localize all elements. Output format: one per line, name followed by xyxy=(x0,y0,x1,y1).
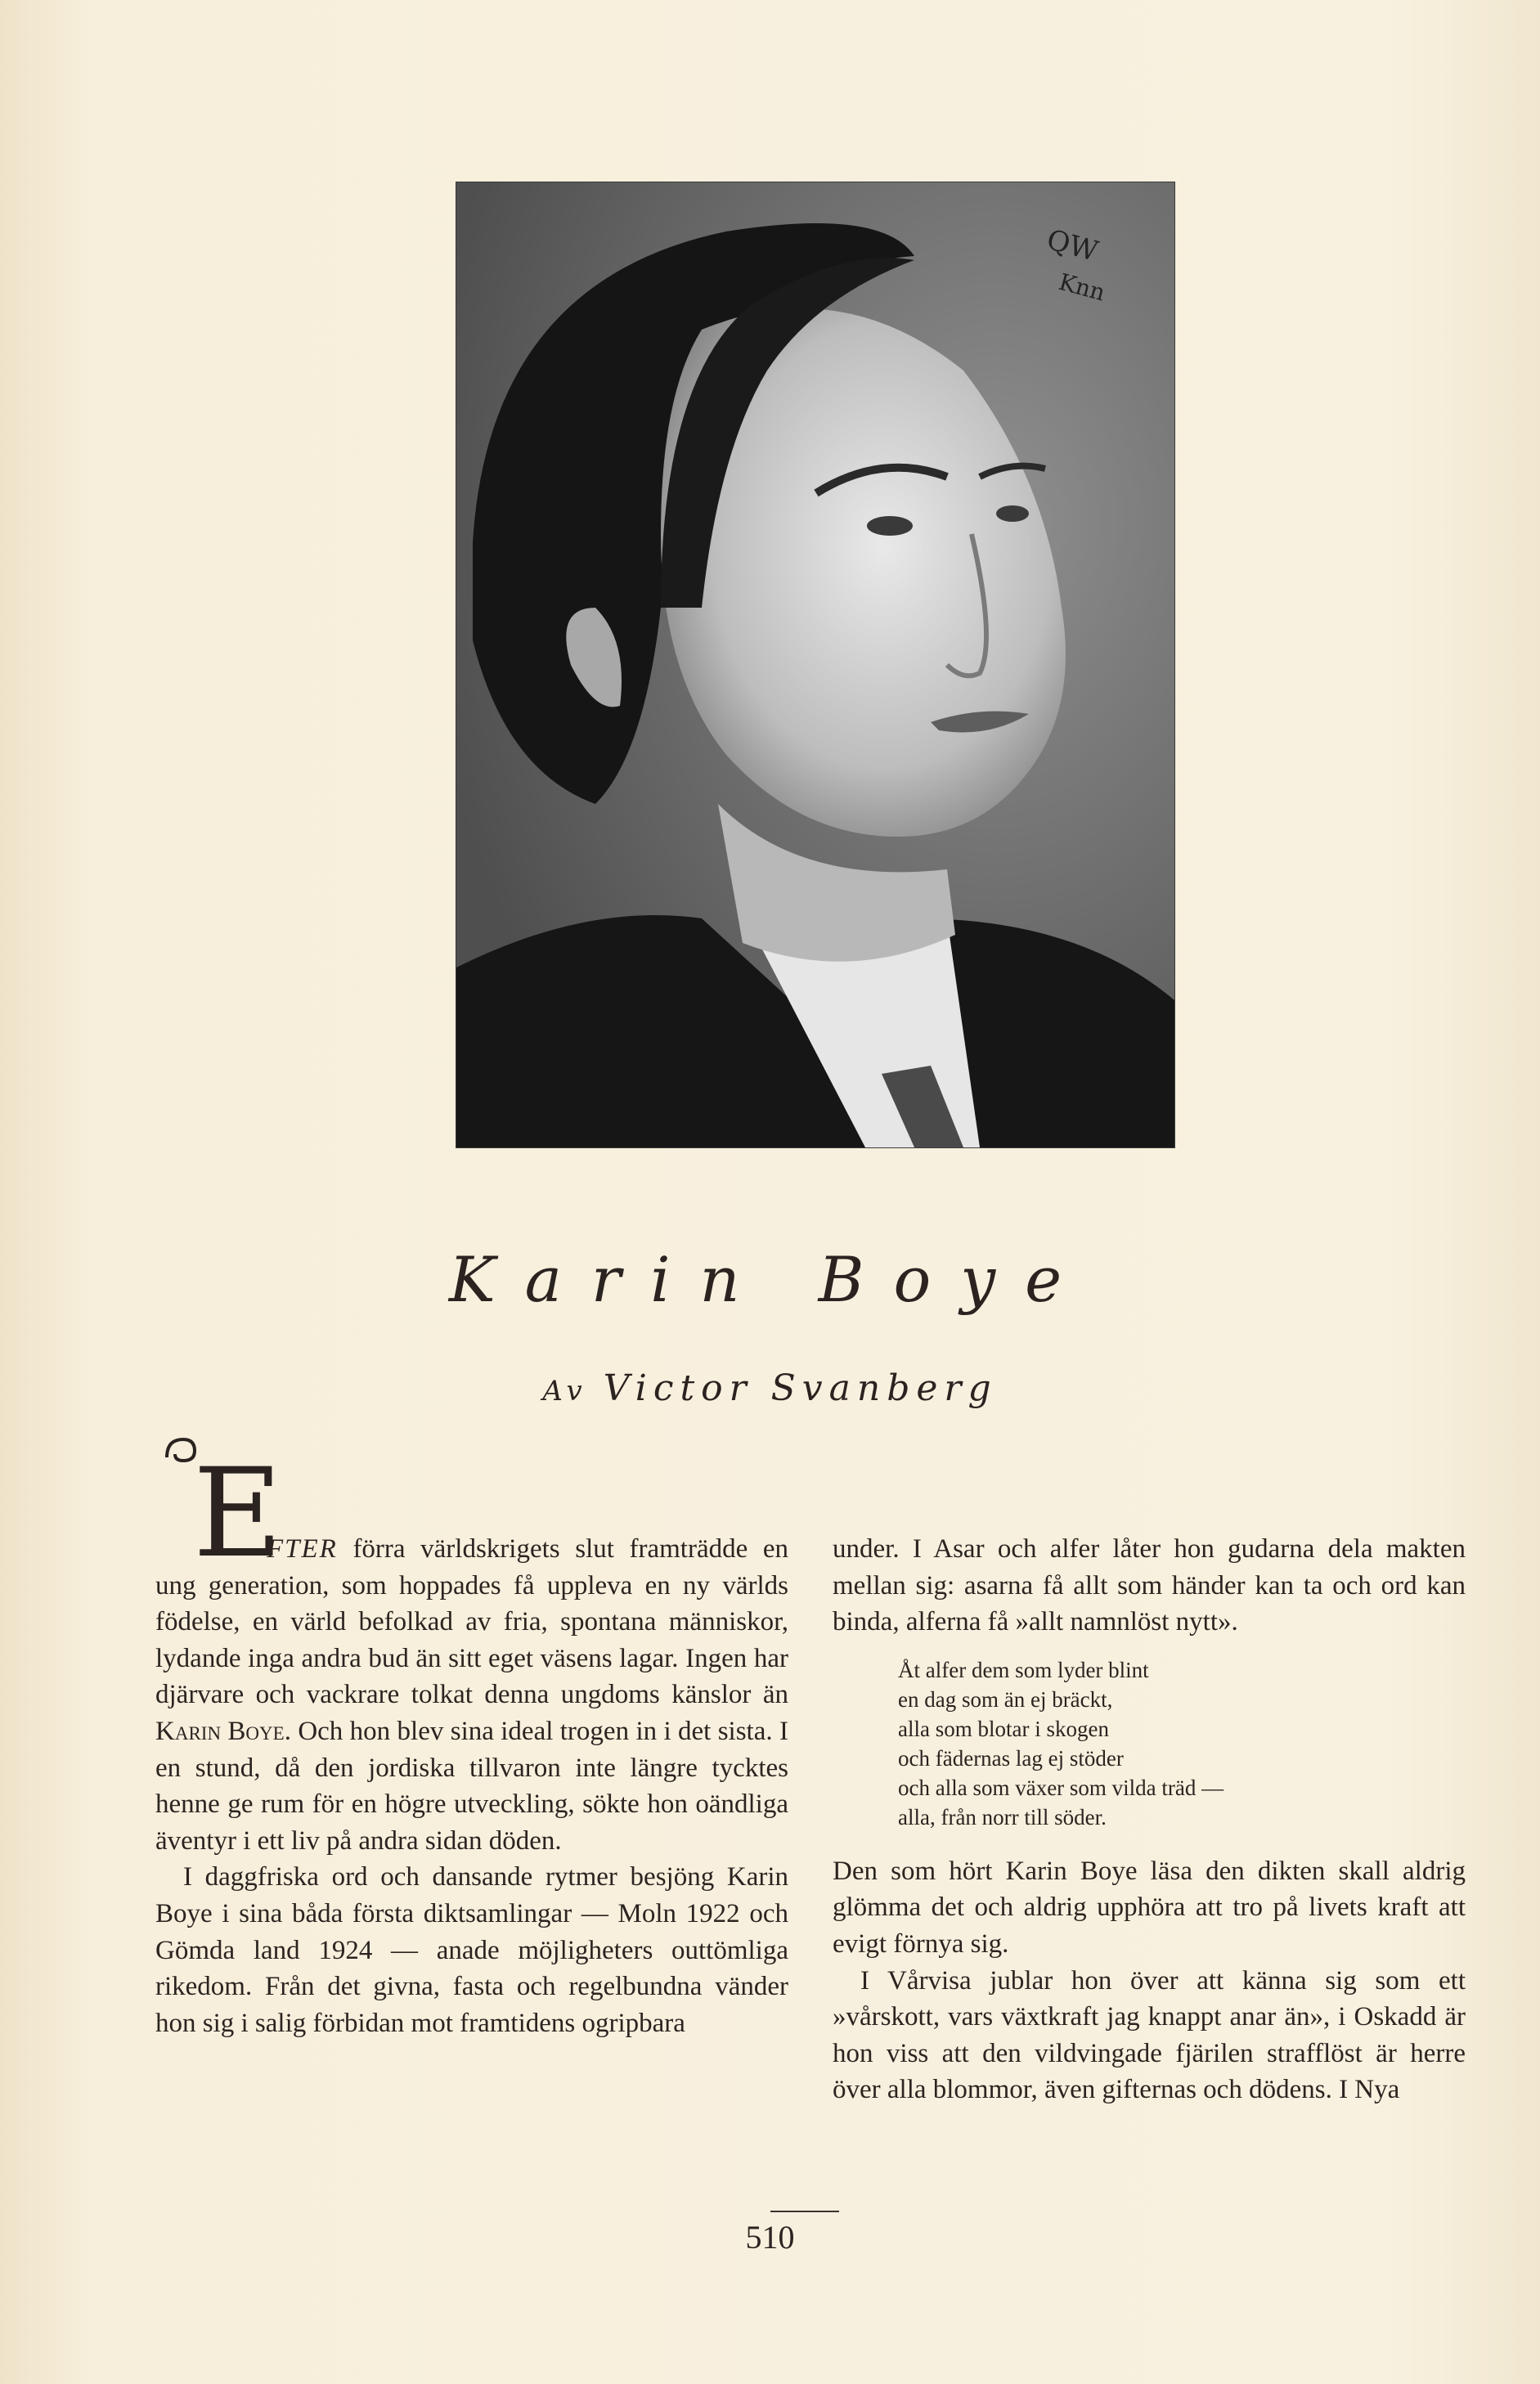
article-title: Karin Boye xyxy=(448,1243,1092,1316)
left-paragraph-2: I daggfriska ord och dansande rytmer besjöng Karin Boye i sina båda första diktsamlingar — Moln 1922 och Gömda land 1924 — anade möjligheters outtömliga rikedom. Från det givna, fasta och regelbundna vänder hon sig i salig förbidan mot framtidens ogripbara xyxy=(155,1862,788,2038)
right-paragraph-3: I Vårvisa jublar hon över att känna sig som ett »vårskott, vars växtkraft jag knappt anar än», i Oskadd är hon viss att den vildvingade fjärilen strafflöst är herre över alla blommor, även gifternas och dödens. I Nya xyxy=(833,1965,1466,2105)
poem-line: och fädernas lag ej stöder xyxy=(898,1745,1124,1771)
svg-text:QW: QW xyxy=(1043,223,1102,268)
poem-excerpt xyxy=(898,1655,1466,1832)
byline-prefix: Av xyxy=(542,1375,587,1408)
poem-line: alla som blotar i skogen xyxy=(898,1716,1109,1741)
opening-word: FTER xyxy=(267,1534,338,1564)
left-paragraph-1-end: . Och hon blev sina ideal trogen in i det sista. I en stund, då den jordiska tillvaron inte längre tycktes henne ge rum för en högre utveckling, sökte hon oändliga äventyr i ett liv på andra sidan döden. xyxy=(155,1716,788,1856)
poem-line: Åt alfer dem som lyder blint xyxy=(898,1657,1149,1682)
right-paragraph-2: Den som hört Karin Boye läsa den dikten skall aldrig glömma det och aldrig upphöra att tro på livets kraft att evigt förnya sig. xyxy=(833,1856,1466,1959)
left-paragraph-1 xyxy=(155,1531,788,1859)
byline-author: Victor Svanberg xyxy=(603,1367,998,1409)
article-byline xyxy=(0,1367,1540,1409)
poem-line: alla, från norr till söder. xyxy=(898,1804,1107,1830)
author-portrait-photo xyxy=(456,182,1175,1148)
left-text-column xyxy=(155,1531,788,2041)
svg-text:Knn: Knn xyxy=(1056,267,1108,307)
dropcap-letter: E xyxy=(193,1443,283,1585)
poem-line: en dag som än ej bräckt, xyxy=(898,1686,1113,1712)
left-paragraph-1-text: förra världskrigets slut framträdde en ung generation, som hoppades få uppleva en ny världs födelse, en värld befolkad av fria, spontana människor, lydande inga andra bud än sitt eget väsens lagar. Ingen har djärvare och vackrare tolkat denna ungdoms känslor än xyxy=(155,1534,788,1710)
poem-line: och alla som växer som vilda träd — xyxy=(898,1775,1224,1800)
right-text-column xyxy=(833,1531,1466,2108)
page-number: 510 xyxy=(745,2219,795,2256)
right-paragraph-1: under. I Asar och alfer låter hon gudarna dela makten mellan sig: asarna få allt som händer kan ta och ord kan binda, alferna få »allt namnlöst nytt». xyxy=(833,1534,1466,1637)
author-name-smallcaps: Karin Boye xyxy=(155,1716,285,1746)
page-number-rule xyxy=(770,2211,839,2212)
